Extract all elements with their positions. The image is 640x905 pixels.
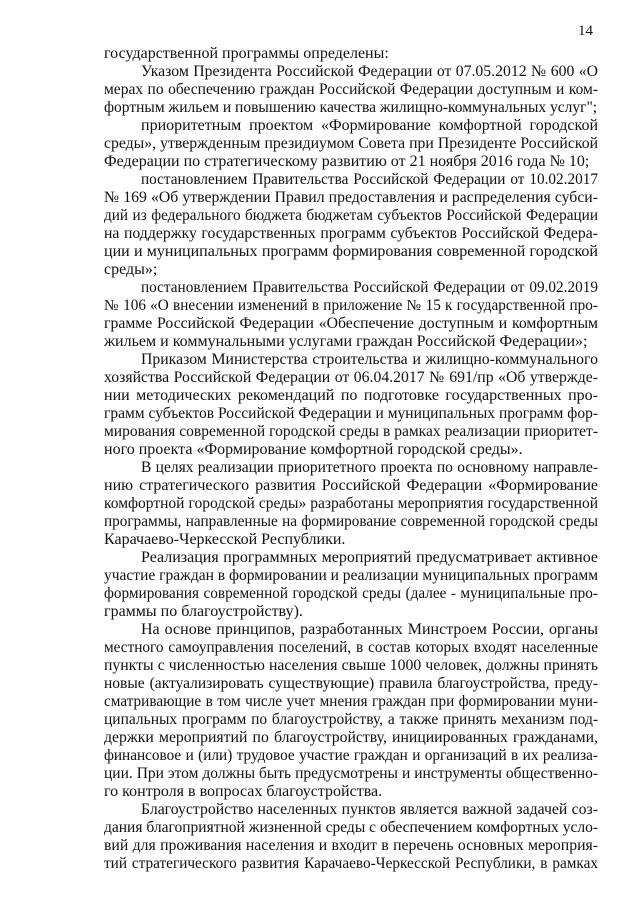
text-line: местного самоуправления поселений, в состав которых входят населенные — [104, 639, 598, 656]
text-line: го контроля в вопросах благоустройства. — [104, 783, 383, 800]
text-line: ции. При этом должны быть предусмотрены и инструменты общественно- — [104, 765, 598, 782]
text-line: государственной программы определены: — [104, 45, 389, 62]
text-line: программы, направленные на формирование современной городской среды — [104, 513, 598, 530]
text-line: постановлением Правительства Российской Федерации от 10.02.2017 — [141, 171, 598, 188]
text-line: среды»; — [104, 261, 158, 278]
text-line: № 169 «Об утверждении Правил предоставления и распределения субси- — [104, 189, 598, 206]
text-line: № 106 «О внесении изменений в приложение № 15 к государственной про- — [104, 297, 598, 314]
text-line: дания благоприятной жизненной среды с обеспечением комфортных усло- — [104, 819, 598, 836]
text-line: ципальных программ по благоустройству, а также принять механизм под- — [104, 711, 598, 728]
text-line: финансовое и (или) трудовое участие граждан и организаций в их реализа- — [104, 747, 598, 764]
text-line: ции и муниципальных программ формирования современной городской — [104, 243, 598, 260]
text-line: постановлением Правительства Российской Федерации от 09.02.2019 — [141, 279, 598, 296]
text-line: жильем и коммунальными услугами граждан Российской Федерации»; — [104, 333, 588, 350]
text-line: пункты с численностью населения свыше 1000 человек, должны принять — [104, 657, 598, 674]
text-line: хозяйства Российской Федерации от 06.04.2017 № 691/пр «Об утвержде- — [104, 369, 598, 386]
text-line: среды», утвержденным президиумом Совета при Президенте Российской — [104, 135, 598, 152]
text-line: на поддержку государственных программ субъектов Российской Федера- — [104, 225, 598, 242]
text-line: Карачаево-Черкесской Республики. — [104, 531, 346, 548]
text-line: На основе принципов, разработанных Минстроем России, органы — [141, 621, 598, 638]
text-line: ного проекта «Формирование комфортной городской среды». — [104, 441, 523, 458]
text-line: тий стратегического развития Карачаево-Черкесской Республики, в рамках — [104, 855, 598, 872]
text-line: приоритетным проектом «Формирование комфортной городской — [141, 117, 598, 134]
text-line: фортным жильем и повышению качества жилищно-коммунальных услуг"; — [104, 99, 598, 116]
page-number: 14 — [578, 23, 593, 39]
text-line: граммы по благоустройству). — [104, 603, 303, 620]
text-line: участие граждан в формировании и реализации муниципальных программ — [104, 567, 599, 584]
text-line: новые (актуализировать существующие) правила благоустройства, преду- — [104, 675, 598, 692]
text-line: грамм субъектов Российской Федерации и муниципальных программ фор- — [104, 405, 598, 422]
text-line: Благоустройство населенных пунктов является важной задачей соз- — [141, 801, 598, 818]
text-line: Федерации по стратегическому развитию от 21 ноября 2016 года № 10; — [104, 153, 590, 170]
text-line: держки мероприятий по благоустройству, инициированных гражданами, — [104, 729, 598, 746]
text-line: формирования современной городской среды (далее - муниципальные про- — [104, 585, 598, 602]
text-line: нию стратегического развития Российской Федерации «Формирование — [104, 477, 598, 494]
text-line: Указом Президента Российской Федерации от 07.05.2012 № 600 «О — [141, 63, 598, 80]
text-line: сматривающие в том числе учет мнения граждан при формировании муни- — [104, 693, 598, 710]
text-line: вий для проживания населения и входит в перечень основных мероприя- — [104, 837, 598, 854]
text-line: комфортной городской среды» разработаны мероприятия государственной — [104, 495, 598, 512]
text-line: нии методических рекомендаций по подготовке государственных про- — [104, 387, 598, 404]
text-line: Реализация программных мероприятий предусматривает активное — [141, 549, 598, 566]
text-line: грамме Российской Федерации «Обеспечение доступным и комфортным — [104, 315, 598, 332]
text-line: мерах по обеспечению граждан Российской Федерации доступным и ком- — [104, 81, 598, 98]
text-line: В целях реализации приоритетного проекта по основному направле- — [141, 459, 598, 476]
text-line: мирования современной городской среды в рамках реализации приоритет- — [104, 423, 598, 440]
text-line: Приказом Министерства строительства и жилищно-коммунального — [141, 351, 598, 368]
text-line: дий из федерального бюджета бюджетам субъектов Российской Федерации — [104, 207, 598, 224]
